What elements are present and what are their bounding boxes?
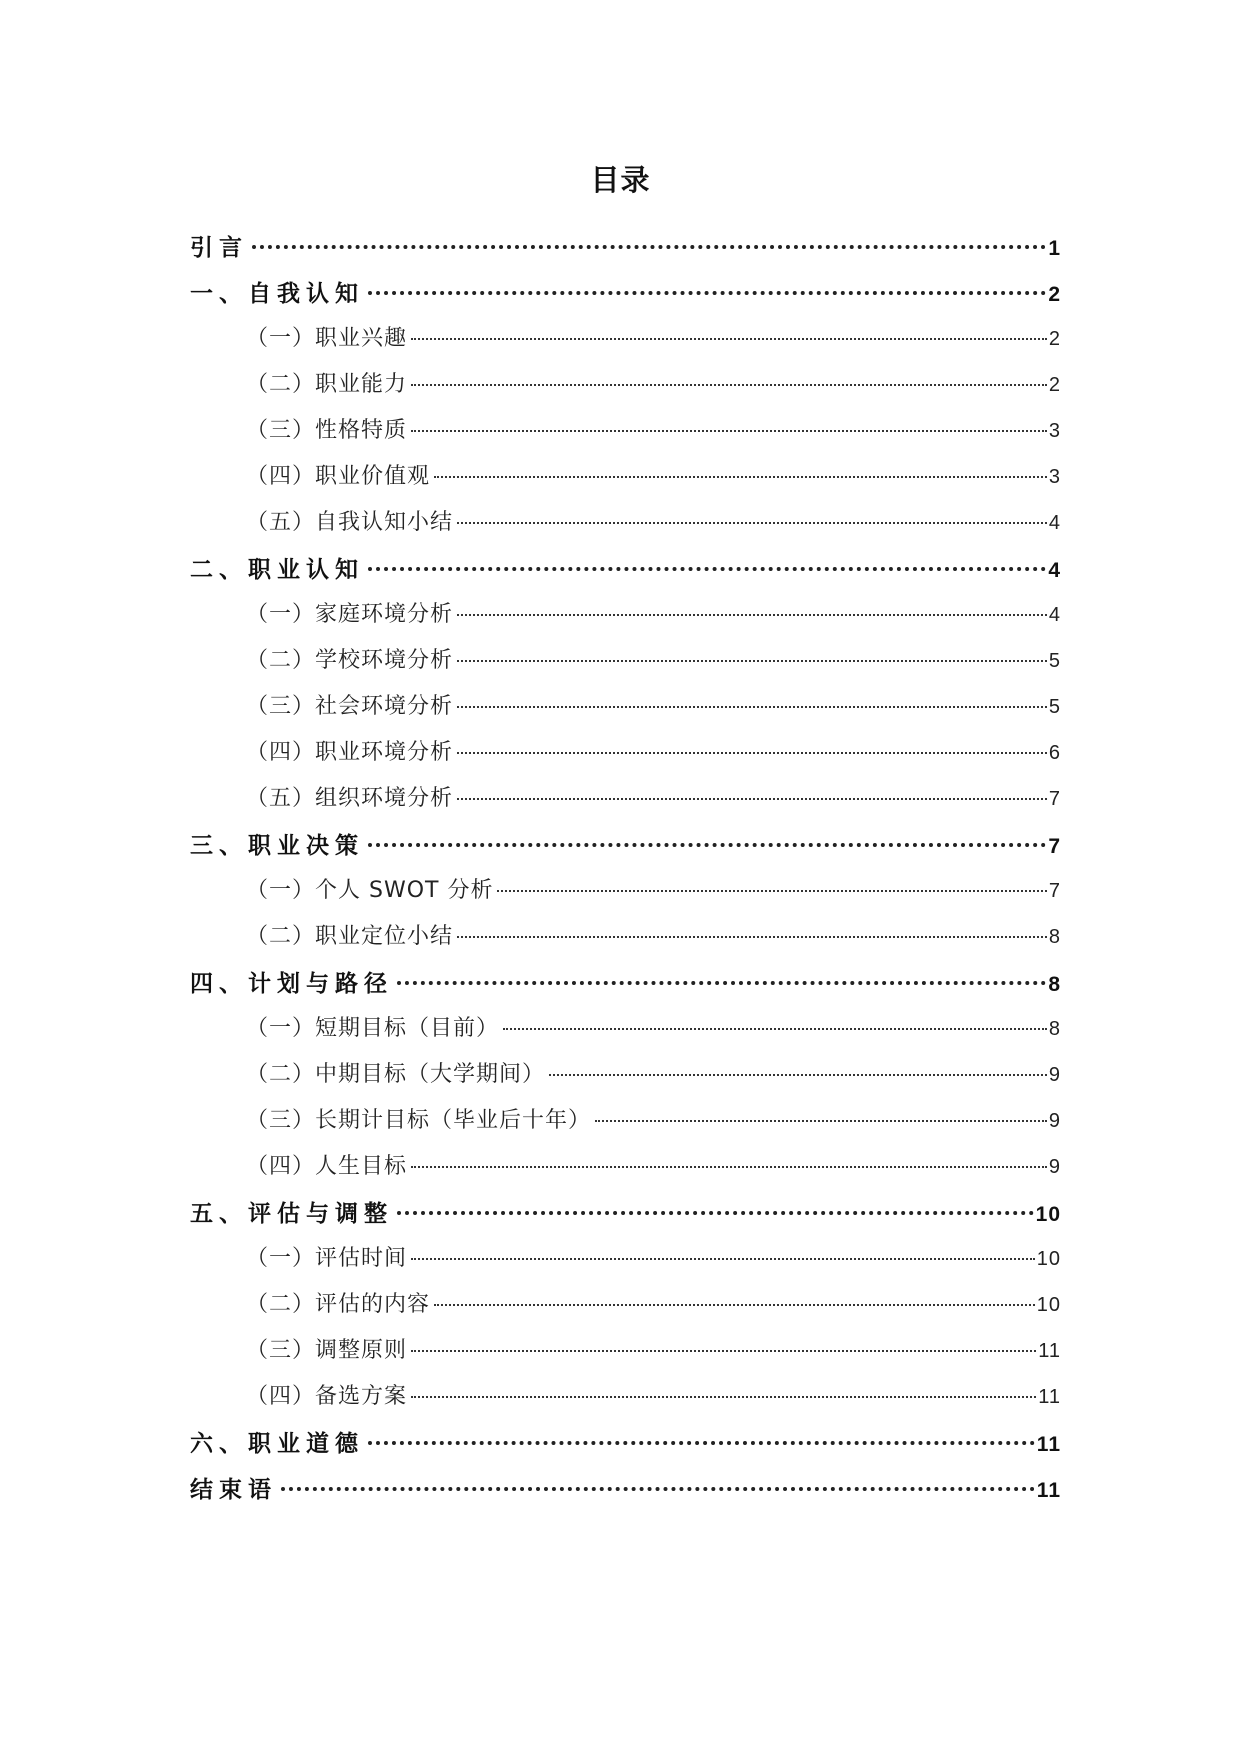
toc-dot-leader <box>457 522 1047 524</box>
page-title: 目录 <box>590 163 651 197</box>
toc-entry-label: （一）评估时间 <box>246 1246 408 1271</box>
toc-entry-label: （三）调整原则 <box>246 1338 408 1363</box>
toc-page-number: 9 <box>1048 1156 1061 1178</box>
toc-page-number: 4 <box>1048 512 1061 534</box>
toc-subentry[interactable] <box>190 775 1061 821</box>
toc-entry-label: （三）长期计目标（毕业后十年） <box>246 1108 592 1133</box>
toc-entry[interactable] <box>190 269 1061 315</box>
toc-dot-leader <box>411 1396 1036 1398</box>
toc-entry-label: （五）自我认知小结 <box>246 510 454 535</box>
toc-subentry[interactable] <box>190 1005 1061 1051</box>
toc-page-number: 7 <box>1048 880 1061 902</box>
toc-dot-leader <box>434 476 1047 478</box>
toc-entry-label: （二）中期目标（大学期间） <box>246 1062 546 1087</box>
toc-dot-leader <box>457 660 1047 662</box>
table-of-contents <box>190 223 1061 1511</box>
toc-entry-label: （二）职业定位小结 <box>246 924 454 949</box>
toc-entry-label: （一）短期目标（目前） <box>246 1016 500 1041</box>
toc-dot-leader <box>549 1074 1047 1076</box>
toc-page-number: 11 <box>1038 1340 1061 1362</box>
toc-subentry[interactable] <box>190 867 1061 913</box>
toc-dot-leader <box>595 1120 1047 1122</box>
toc-entry-label: （二）学校环境分析 <box>246 648 454 673</box>
toc-page-number: 3 <box>1048 420 1061 442</box>
toc-page-number: 5 <box>1048 696 1061 718</box>
toc-subentry[interactable] <box>190 499 1061 545</box>
toc-entry-label: （一）个人 SWOT 分析 <box>246 878 494 903</box>
toc-entry-label: （四）职业环境分析 <box>246 740 454 765</box>
toc-dot-leader <box>281 1487 1035 1491</box>
toc-subentry[interactable] <box>190 1097 1061 1143</box>
toc-entry-label: 二、职业认知 <box>190 557 364 583</box>
toc-page-number: 11 <box>1038 1386 1061 1408</box>
toc-dot-leader <box>368 567 1046 571</box>
toc-dot-leader <box>397 981 1046 985</box>
toc-subentry[interactable] <box>190 453 1061 499</box>
toc-dot-leader <box>434 1304 1035 1306</box>
toc-entry-label: 一、自我认知 <box>190 281 364 307</box>
toc-subentry[interactable] <box>190 1281 1061 1327</box>
toc-entry-label: 五、评估与调整 <box>190 1201 393 1227</box>
toc-page-number: 2 <box>1048 283 1061 306</box>
toc-dot-leader <box>411 430 1047 432</box>
toc-subentry[interactable] <box>190 683 1061 729</box>
toc-page-number: 2 <box>1048 328 1061 350</box>
toc-subentry[interactable] <box>190 315 1061 361</box>
toc-entry-label: （三）性格特质 <box>246 418 408 443</box>
toc-page-number: 5 <box>1048 650 1061 672</box>
toc-entry-label: （一）家庭环境分析 <box>246 602 454 627</box>
toc-dot-leader <box>252 245 1046 249</box>
toc-entry-label: （四）备选方案 <box>246 1384 408 1409</box>
toc-page-number: 6 <box>1048 742 1061 764</box>
toc-entry[interactable] <box>190 1189 1061 1235</box>
toc-entry-label: 四、计划与路径 <box>190 971 393 997</box>
toc-subentry[interactable] <box>190 407 1061 453</box>
toc-subentry[interactable] <box>190 729 1061 775</box>
toc-dot-leader <box>411 1350 1036 1352</box>
toc-subentry[interactable] <box>190 591 1061 637</box>
toc-entry-label: （三）社会环境分析 <box>246 694 454 719</box>
toc-page-number: 8 <box>1048 1018 1061 1040</box>
toc-entry-label: （二）职业能力 <box>246 372 408 397</box>
toc-entry[interactable] <box>190 1419 1061 1465</box>
toc-dot-leader <box>411 1166 1047 1168</box>
toc-entry[interactable] <box>190 959 1061 1005</box>
toc-subentry[interactable] <box>190 1051 1061 1097</box>
toc-page-number: 11 <box>1036 1479 1061 1502</box>
toc-subentry[interactable] <box>190 913 1061 959</box>
toc-dot-leader <box>457 706 1047 708</box>
toc-page-number: 7 <box>1048 835 1061 858</box>
toc-entry-label: （一）职业兴趣 <box>246 326 408 351</box>
toc-subentry[interactable] <box>190 1373 1061 1419</box>
toc-entry[interactable] <box>190 545 1061 591</box>
toc-entry-label: 三、职业决策 <box>190 833 364 859</box>
toc-page-number: 10 <box>1035 1203 1061 1226</box>
toc-page-number: 1 <box>1048 237 1061 260</box>
toc-page-number: 9 <box>1048 1110 1061 1132</box>
toc-dot-leader <box>411 1258 1035 1260</box>
toc-subentry[interactable] <box>190 1143 1061 1189</box>
toc-entry-label: 六、职业道德 <box>190 1431 364 1457</box>
toc-dot-leader <box>397 1211 1034 1215</box>
toc-page-number: 4 <box>1048 604 1061 626</box>
toc-page-number: 10 <box>1036 1294 1061 1316</box>
toc-dot-leader <box>457 614 1047 616</box>
toc-subentry[interactable] <box>190 361 1061 407</box>
toc-page-number: 9 <box>1048 1064 1061 1086</box>
toc-dot-leader <box>411 384 1047 386</box>
toc-entry-label: （四）职业价值观 <box>246 464 431 489</box>
toc-dot-leader <box>411 338 1047 340</box>
toc-entry-label: （四）人生目标 <box>246 1154 408 1179</box>
toc-entry[interactable] <box>190 223 1061 269</box>
toc-page-number: 4 <box>1048 559 1061 582</box>
toc-dot-leader <box>457 752 1047 754</box>
toc-page-number: 2 <box>1048 374 1061 396</box>
toc-entry[interactable] <box>190 1465 1061 1511</box>
toc-entry-label: （二）评估的内容 <box>246 1292 431 1317</box>
toc-dot-leader <box>457 798 1047 800</box>
toc-dot-leader <box>503 1028 1047 1030</box>
toc-page-number: 8 <box>1048 926 1061 948</box>
toc-dot-leader <box>368 291 1046 295</box>
toc-dot-leader <box>457 936 1047 938</box>
toc-entry[interactable] <box>190 821 1061 867</box>
toc-page-number: 10 <box>1036 1248 1061 1270</box>
toc-dot-leader <box>368 843 1046 847</box>
toc-dot-leader <box>368 1441 1035 1445</box>
toc-page-number: 3 <box>1048 466 1061 488</box>
toc-page-number: 8 <box>1048 973 1061 996</box>
toc-subentry[interactable] <box>190 1235 1061 1281</box>
toc-dot-leader <box>497 890 1046 892</box>
toc-entry-label: （五）组织环境分析 <box>246 786 454 811</box>
toc-page-number: 7 <box>1048 788 1061 810</box>
toc-entry-label: 结束语 <box>190 1477 277 1503</box>
toc-page-number: 11 <box>1036 1433 1061 1456</box>
toc-subentry[interactable] <box>190 637 1061 683</box>
toc-entry-label: 引言 <box>190 235 248 261</box>
toc-subentry[interactable] <box>190 1327 1061 1373</box>
